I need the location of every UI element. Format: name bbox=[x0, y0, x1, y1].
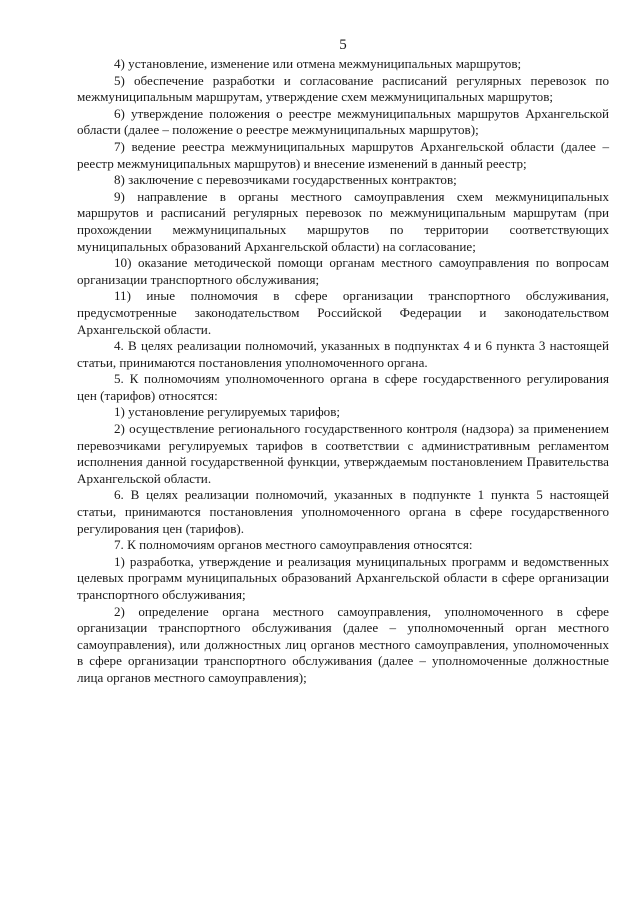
paragraph-14: 7. К полномочиям органов местного самоуправления относятся: bbox=[114, 537, 473, 553]
paragraph-6: 9) направление в органы местного самоуправления схем межмуниципальных маршрутов и расписаний регулярных перевозок по межмуниципальным маршрутам (при прохождении межмуниципальных маршрутов по территории соответствующих муниципальных образований Архангельской области) на согласование; bbox=[77, 188, 609, 254]
paragraph-13: 6. В целях реализации полномочий, указанных в подпункте 1 пункта 5 настоящей статьи, принимаются постановления уполномоченного органа в сфере государственного регулирования цен (тарифов). bbox=[77, 487, 609, 536]
paragraph-5: 8) заключение с перевозчиками государственных контрактов; bbox=[114, 172, 457, 188]
paragraph-7: 10) оказание методической помощи органам местного самоуправления по вопросам организации транспортного обслуживания; bbox=[77, 255, 609, 287]
paragraph-15: 1) разработка, утверждение и реализация муниципальных программ и ведомственных целевых программ муниципальных образований Архангельской области в сфере организации транспортного обслуживания; bbox=[77, 553, 609, 602]
paragraph-1: 4) установление, изменение или отмена межмуниципальных маршрутов; bbox=[114, 56, 522, 71]
document-body bbox=[77, 56, 609, 687]
paragraph-10: 5. К полномочиям уполномоченного органа в сфере государственного регулирования цен (тарифов) относятся: bbox=[77, 371, 609, 403]
paragraph-8: 11) иные полномочия в сфере организации транспортного обслуживания, предусмотренные законодательством Российской Федерации и законодательством Архангельской области. bbox=[77, 288, 609, 337]
paragraph-12: 2) осуществление регионального государственного контроля (надзора) за применением перевозчиками регулируемых тарифов в соответствии с административным регламентом исполнения данной государственной функции, утверждаемым постановлением Правительства Архангельской области. bbox=[77, 421, 609, 486]
paragraph-16: 2) определение органа местного самоуправления, уполномоченного в сфере организации транспортного обслуживания (далее – уполномоченный орган местного самоуправления), или должностных лиц органов местного самоуправления, уполномоченных в сфере организации транспортного обслуживания (далее – уполномоченные должностные лица органов местного самоуправления); bbox=[77, 603, 609, 685]
paragraph-9: 4. В целях реализации полномочий, указанных в подпунктах 4 и 6 пункта 3 настоящей статьи, принимаются постановления уполномоченного органа. bbox=[77, 338, 609, 370]
paragraph-3: 6) утверждение положения о реестре межмуниципальных маршрутов Архангельской области (далее – положение о реестре межмуниципальных маршрутов); bbox=[77, 105, 609, 138]
page-number: 5 bbox=[339, 37, 347, 53]
paragraph-2: 5) обеспечение разработки и согласование расписаний регулярных перевозок по межмуниципальным маршрутам, утверждение схем межмуниципальных маршрутов; bbox=[77, 72, 609, 105]
paragraph-11: 1) установление регулируемых тарифов; bbox=[114, 404, 341, 420]
paragraph-4: 7) ведение реестра межмуниципальных маршрутов Архангельской области (далее – реестр межмуниципальных маршрутов) и внесение изменений в данный реестр; bbox=[77, 138, 609, 171]
